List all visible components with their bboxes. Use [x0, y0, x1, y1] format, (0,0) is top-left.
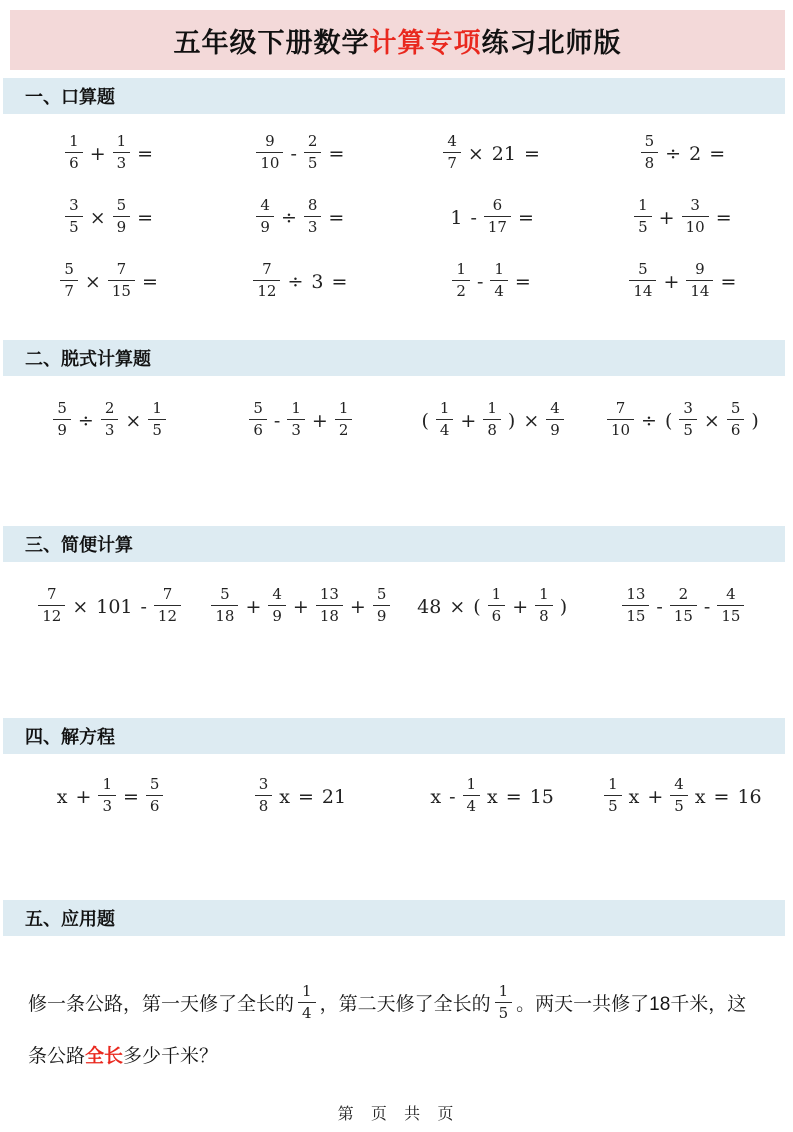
problem-row	[14, 250, 779, 314]
math-token: ×	[523, 410, 540, 432]
fraction	[484, 195, 511, 236]
math-token: (	[473, 596, 481, 618]
fraction	[253, 259, 280, 300]
math-problem	[397, 584, 588, 626]
fraction-numerator: 7	[46, 584, 57, 603]
fraction-denominator: 5	[634, 216, 652, 235]
page-title	[174, 21, 622, 60]
math-token: 21	[491, 143, 516, 165]
fraction	[443, 131, 461, 172]
fraction	[38, 584, 65, 625]
fraction	[60, 259, 78, 300]
word-problem-run: 修一条公路，第一天修了全长的	[28, 994, 295, 1015]
fraction-denominator: 8	[483, 419, 501, 438]
math-token: =	[505, 786, 522, 808]
math-problem	[397, 774, 588, 816]
fraction	[268, 584, 286, 625]
section-header-step-calc	[3, 340, 785, 376]
fraction	[670, 584, 697, 625]
fraction	[490, 259, 508, 300]
fraction-numerator: 13	[319, 584, 339, 603]
math-token: +	[658, 207, 675, 229]
fraction-numerator: 1	[291, 398, 301, 417]
fraction-numerator: 1	[302, 982, 312, 1001]
problem-row	[14, 388, 779, 454]
fraction-denominator: 15	[622, 605, 649, 624]
fraction-denominator: 9	[256, 216, 274, 235]
fraction-denominator: 8	[641, 152, 659, 171]
fraction	[211, 584, 238, 625]
fraction	[641, 131, 659, 172]
fraction	[604, 774, 622, 815]
fraction-denominator: 10	[682, 216, 709, 235]
math-problem	[205, 131, 396, 173]
fraction	[98, 774, 116, 815]
math-token: x	[279, 786, 290, 808]
fraction-numerator: 5	[638, 259, 648, 278]
fraction-numerator: 1	[338, 398, 349, 417]
fraction-denominator: 3	[113, 152, 131, 171]
section-header-word-problem	[3, 900, 785, 936]
math-token: +	[647, 786, 664, 808]
math-token: -	[470, 207, 477, 229]
fraction-denominator: 15	[108, 280, 135, 299]
math-token: ×	[89, 207, 106, 229]
section-heading: 三、简便计算	[25, 535, 133, 555]
fraction-numerator: 5	[253, 398, 263, 417]
fraction-denominator: 3	[287, 419, 305, 438]
fraction-denominator: 4	[298, 1002, 316, 1021]
fraction-numerator: 5	[376, 584, 387, 603]
fraction-denominator: 5	[148, 419, 166, 438]
math-token: ÷	[665, 143, 682, 165]
math-token: )	[751, 410, 759, 432]
fraction-denominator: 7	[443, 152, 461, 171]
fraction	[682, 195, 709, 236]
fraction	[113, 195, 131, 236]
fraction	[113, 131, 131, 172]
fraction-numerator: 3	[258, 774, 269, 793]
fraction-numerator: 1	[494, 259, 504, 278]
fraction-denominator: 6	[249, 419, 267, 438]
fraction-denominator: 4	[436, 419, 454, 438]
math-token: +	[292, 596, 309, 618]
math-problem	[588, 131, 779, 173]
fraction	[679, 398, 697, 439]
math-token: =	[713, 786, 730, 808]
math-token: +	[311, 410, 328, 432]
fraction-numerator: 6	[492, 195, 503, 214]
fraction	[255, 774, 273, 815]
math-token: 3	[311, 271, 324, 293]
section-header-equations	[3, 718, 785, 754]
fraction-numerator: 5	[644, 131, 655, 150]
fraction	[65, 131, 83, 172]
math-token: =	[137, 143, 154, 165]
math-token: =	[331, 271, 348, 293]
math-token: ÷	[287, 271, 304, 293]
fraction-numerator: 3	[69, 195, 79, 214]
fraction	[373, 584, 391, 625]
section-header-oral-calc	[3, 78, 785, 114]
fraction-numerator: 9	[695, 259, 705, 278]
section-heading: 五、应用题	[25, 909, 115, 929]
fraction-numerator: 7	[615, 398, 626, 417]
fraction	[53, 398, 71, 439]
fraction-denominator: 10	[607, 419, 634, 438]
fraction-numerator: 4	[674, 774, 684, 793]
fraction-denominator: 9	[268, 605, 286, 624]
fraction	[607, 398, 634, 439]
math-problem	[205, 398, 396, 440]
math-problem	[588, 259, 779, 301]
fraction-numerator: 1	[638, 195, 648, 214]
fraction	[108, 259, 135, 300]
math-token: +	[245, 596, 262, 618]
math-token: x	[487, 786, 498, 808]
fraction	[148, 398, 166, 439]
math-problem	[588, 584, 779, 626]
fraction-numerator: 13	[626, 584, 646, 603]
math-token: ×	[72, 596, 89, 618]
fraction-numerator: 3	[690, 195, 700, 214]
word-problem-text	[0, 955, 793, 1083]
math-token: ÷	[77, 410, 94, 432]
fraction-numerator: 1	[152, 398, 162, 417]
fraction-denominator: 5	[304, 152, 322, 171]
fraction	[535, 584, 553, 625]
fraction-denominator: 2	[452, 280, 470, 299]
fraction-numerator: 4	[272, 584, 282, 603]
fraction-denominator: 9	[546, 419, 564, 438]
fraction	[65, 195, 83, 236]
math-token: -	[273, 410, 281, 432]
fraction-numerator: 9	[265, 131, 275, 150]
fraction-numerator: 4	[260, 195, 270, 214]
fraction-denominator: 10	[256, 152, 283, 171]
fraction-numerator: 2	[678, 584, 689, 603]
fraction-numerator: 7	[162, 584, 173, 603]
title-text: 五年级下册数学	[173, 27, 370, 58]
fraction	[256, 195, 274, 236]
math-token: (	[664, 410, 673, 432]
math-problem	[14, 774, 205, 816]
fraction	[727, 398, 745, 439]
fraction-numerator: 1	[439, 398, 450, 417]
fraction-denominator: 5	[679, 419, 697, 438]
fraction-denominator: 3	[304, 216, 322, 235]
word-problem-run: 。两天一共修了18千米，这条公路	[28, 994, 747, 1067]
fraction	[298, 984, 316, 1021]
fraction	[287, 398, 305, 439]
math-token: -	[449, 786, 456, 808]
fraction-denominator: 6	[146, 795, 164, 814]
fraction-denominator: 14	[686, 280, 713, 299]
problem-row	[14, 766, 779, 828]
fraction-denominator: 9	[113, 216, 131, 235]
math-problem	[14, 195, 205, 237]
fraction-numerator: 1	[116, 131, 127, 150]
fraction-numerator: 1	[498, 982, 509, 1001]
math-token: x	[56, 786, 68, 808]
problem-row	[14, 122, 779, 186]
math-problem	[205, 195, 396, 237]
math-problem	[14, 398, 205, 440]
math-token: x	[694, 786, 706, 808]
math-token: 101	[96, 596, 133, 618]
fraction-denominator: 6	[488, 605, 506, 624]
fraction-denominator: 7	[60, 280, 78, 299]
worksheet-page	[0, 10, 793, 1132]
fraction-denominator: 6	[65, 152, 83, 171]
title-highlight-red: 计算专项	[369, 27, 482, 58]
section-header-simplify-calc	[3, 526, 785, 562]
fraction-numerator: 4	[726, 584, 736, 603]
fraction-numerator: 8	[307, 195, 318, 214]
fraction-denominator: 14	[629, 280, 656, 299]
fraction-numerator: 1	[487, 398, 497, 417]
fraction-numerator: 7	[262, 259, 272, 278]
fraction-numerator: 4	[550, 398, 560, 417]
fraction-numerator: 1	[69, 131, 79, 150]
fraction-denominator: 3	[101, 419, 119, 438]
math-token: ÷	[280, 207, 297, 229]
fraction-denominator: 12	[38, 605, 65, 624]
math-problem	[14, 584, 205, 626]
fraction-denominator: 18	[316, 605, 343, 624]
fraction	[488, 584, 506, 625]
fraction-numerator: 1	[539, 584, 549, 603]
fraction-denominator: 5	[670, 795, 688, 814]
fraction-numerator: 5	[116, 195, 127, 214]
fraction-numerator: 2	[104, 398, 115, 417]
fraction-numerator: 3	[683, 398, 693, 417]
math-problem	[397, 195, 588, 237]
math-token: ÷	[641, 410, 657, 432]
fraction	[316, 584, 343, 625]
math-token: -	[290, 143, 297, 165]
fraction-numerator: 5	[64, 259, 74, 278]
fraction	[546, 398, 564, 439]
fraction-denominator: 17	[484, 216, 511, 235]
fraction	[686, 259, 713, 300]
math-problem	[397, 259, 588, 301]
fraction-denominator: 12	[154, 605, 181, 624]
math-token: =	[709, 143, 726, 165]
fraction	[463, 774, 481, 815]
fraction-numerator: 4	[447, 131, 457, 150]
section-heading: 二、脱式计算题	[25, 349, 151, 369]
fraction-denominator: 5	[495, 1002, 513, 1021]
fraction-denominator: 5	[65, 216, 83, 235]
math-token: x	[628, 786, 640, 808]
fraction	[256, 131, 283, 172]
math-token: =	[328, 207, 345, 229]
math-token: )	[559, 596, 568, 618]
math-token: +	[75, 786, 92, 808]
fraction-numerator: 5	[149, 774, 160, 793]
fraction	[101, 398, 119, 439]
word-problem-run: ，第二天修了全长的	[319, 994, 491, 1015]
fraction	[146, 774, 164, 815]
math-token: 16	[737, 786, 762, 808]
math-token: (	[421, 410, 429, 432]
math-problem	[588, 398, 779, 440]
math-token: =	[328, 143, 345, 165]
fraction	[304, 131, 322, 172]
math-token: =	[715, 207, 732, 229]
math-problem	[397, 131, 588, 173]
fraction-numerator: 7	[116, 259, 127, 278]
math-token: -	[703, 596, 711, 618]
math-token: -	[476, 271, 484, 293]
fraction-denominator: 5	[604, 795, 622, 814]
word-problem-run: 多少千米？	[123, 1046, 219, 1067]
fraction-denominator: 8	[535, 605, 553, 624]
math-token: =	[523, 143, 540, 165]
fraction-numerator: 2	[307, 131, 318, 150]
math-token: =	[297, 786, 314, 808]
fraction-numerator: 5	[730, 398, 741, 417]
math-token: 48	[417, 596, 442, 618]
math-token: 15	[529, 786, 554, 808]
fraction-numerator: 5	[220, 584, 230, 603]
fraction-numerator: 1	[102, 774, 112, 793]
fraction	[304, 195, 322, 236]
fraction	[495, 984, 513, 1021]
problem-row	[14, 186, 779, 250]
math-problem	[588, 774, 779, 816]
fraction	[634, 195, 652, 236]
math-token: =	[517, 207, 534, 229]
page-footer: 第 页 共 页	[337, 1106, 456, 1123]
math-token: =	[514, 271, 531, 293]
math-token: =	[137, 207, 154, 229]
math-token: 1	[450, 207, 463, 229]
fraction-denominator: 8	[255, 795, 273, 814]
fraction-denominator: 4	[490, 280, 508, 299]
fraction	[249, 398, 267, 439]
math-token: -	[656, 596, 663, 618]
math-problem	[205, 584, 396, 626]
title-banner	[10, 10, 785, 70]
section-heading: 四、解方程	[25, 727, 115, 747]
fraction-numerator: 1	[456, 259, 466, 278]
fraction	[154, 584, 181, 625]
math-token: =	[720, 271, 737, 293]
fraction	[670, 774, 688, 815]
fraction-denominator: 15	[717, 605, 744, 624]
math-problem	[205, 259, 396, 301]
fraction-denominator: 6	[727, 419, 745, 438]
fraction-denominator: 15	[670, 605, 697, 624]
math-token: ×	[125, 410, 142, 432]
math-token: )	[507, 410, 516, 432]
equation-problems	[0, 754, 793, 900]
fraction	[436, 398, 454, 439]
fraction	[717, 584, 744, 625]
fraction	[629, 259, 656, 300]
simplify-calc-problems	[0, 562, 793, 718]
math-token: -	[140, 596, 147, 618]
word-problem-highlight-red: 全长	[85, 1046, 124, 1067]
fraction-numerator: 1	[466, 774, 477, 793]
math-token: ×	[449, 596, 466, 618]
fraction-numerator: 1	[491, 584, 502, 603]
math-token: 2	[689, 143, 702, 165]
fraction	[335, 398, 353, 439]
math-problem	[397, 398, 588, 440]
math-token: 21	[321, 786, 347, 808]
fraction-numerator: 1	[608, 774, 618, 793]
math-token: +	[512, 596, 529, 618]
math-token: ×	[467, 143, 484, 165]
title-text: 练习北师版	[481, 27, 622, 58]
problem-row	[14, 574, 779, 640]
math-token: +	[460, 410, 477, 432]
fraction-denominator: 3	[98, 795, 116, 814]
section-heading: 一、口算题	[25, 87, 115, 107]
math-token: +	[663, 271, 680, 293]
fraction	[452, 259, 470, 300]
fraction-denominator: 4	[463, 795, 481, 814]
math-token: ×	[84, 271, 101, 293]
math-token: =	[122, 786, 139, 808]
oral-calc-problems	[0, 114, 793, 320]
fraction-denominator: 12	[253, 280, 280, 299]
math-token: ×	[703, 410, 720, 432]
fraction-denominator: 9	[373, 605, 391, 624]
step-calc-problems	[0, 376, 793, 526]
math-token: +	[349, 596, 366, 618]
fraction	[483, 398, 501, 439]
math-token: x	[430, 786, 442, 808]
fraction-numerator: 5	[57, 398, 67, 417]
math-problem	[14, 259, 205, 301]
fraction	[622, 584, 649, 625]
fraction-denominator: 2	[335, 419, 353, 438]
math-problem	[588, 195, 779, 237]
fraction-denominator: 9	[53, 419, 71, 438]
math-token: =	[141, 271, 158, 293]
fraction-denominator: 18	[211, 605, 238, 624]
math-token: +	[89, 143, 106, 165]
math-problem	[14, 131, 205, 173]
math-problem	[205, 774, 396, 816]
